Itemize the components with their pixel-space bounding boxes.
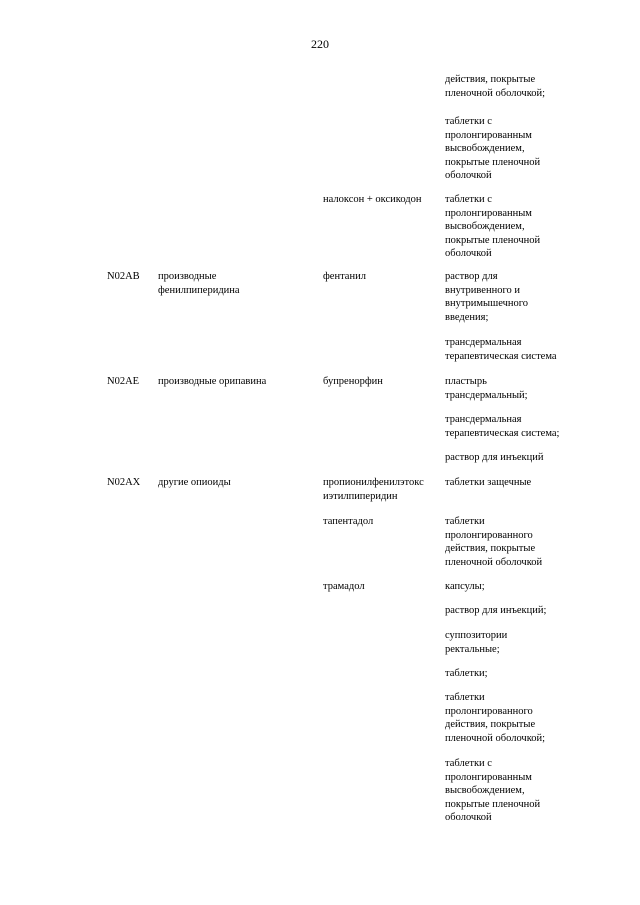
atc-code: N02AE: [107, 376, 140, 387]
drug-name: бупренорфин: [323, 376, 383, 387]
dosage-form: таблетки с пролонгированным высвобождением, покрытые пленочной оболочкой: [445, 758, 541, 824]
drug-name: трамадол: [323, 581, 365, 592]
dosage-form: пластырь трансдермальный;: [445, 376, 528, 401]
dosage-form: раствор для инъекций;: [445, 605, 547, 616]
dosage-form: таблетки пролонгированного действия, покрытые пленочной оболочкой: [445, 516, 543, 568]
drug-name: налоксон + оксикодон: [323, 194, 422, 205]
dosage-form: таблетки с пролонгированным высвобождением, покрытые пленочной оболочкой: [445, 194, 541, 260]
dosage-form: таблетки с пролонгированным высвобождением, покрытые пленочной оболочкой: [445, 116, 541, 182]
dosage-form: суппозитории ректальные;: [445, 630, 508, 655]
drug-group: другие опиоиды: [158, 477, 231, 488]
dosage-form: таблетки;: [445, 668, 488, 679]
dosage-form: трансдермальная терапевтическая система: [445, 337, 557, 362]
atc-code: N02AX: [107, 477, 141, 488]
drug-group: производные фенилпиперидина: [158, 271, 240, 296]
drug-name: тапентадол: [323, 516, 374, 527]
drug-group: производные орипавина: [158, 376, 267, 387]
dosage-form: трансдермальная терапевтическая система;: [445, 414, 560, 439]
dosage-form: таблетки защечные: [445, 477, 532, 488]
dosage-form: раствор для внутривенного и внутримышечного введения;: [445, 271, 529, 323]
page-number: 220: [311, 37, 329, 51]
drug-name: фентанил: [323, 271, 366, 282]
dosage-form: действия, покрытые пленочной оболочкой;: [445, 74, 546, 99]
drug-name: пропионилфенилэтокс иэтилпиперидин: [323, 477, 424, 502]
dosage-form: капсулы;: [445, 581, 485, 592]
dosage-form: раствор для инъекций: [445, 452, 544, 463]
dosage-form: таблетки пролонгированного действия, покрытые пленочной оболочкой;: [445, 692, 546, 744]
atc-code: N02AB: [107, 271, 140, 282]
